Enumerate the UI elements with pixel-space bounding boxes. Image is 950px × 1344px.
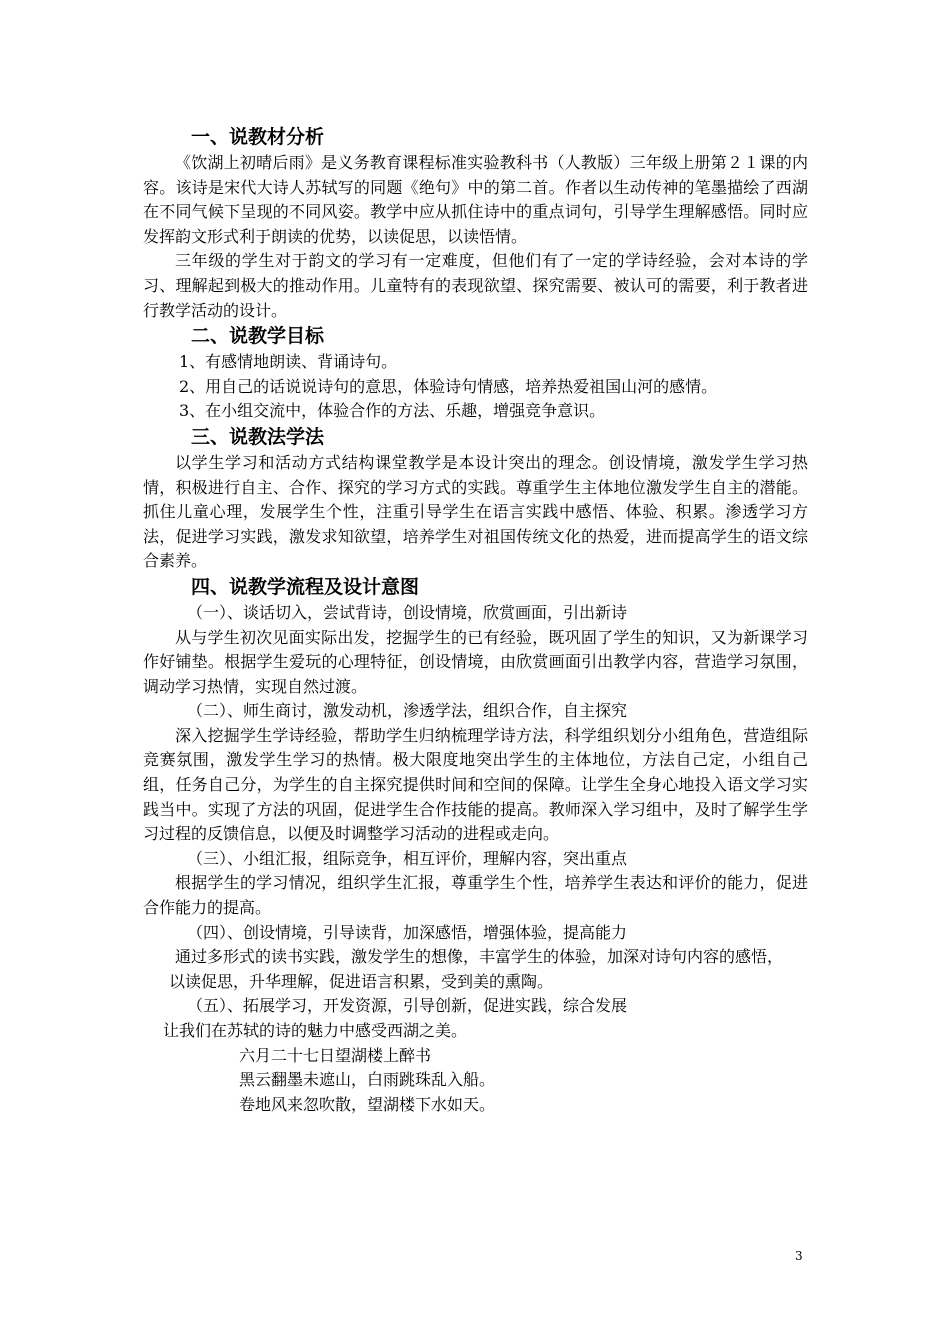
section-heading-2: 二、说教学目标 [191,325,325,348]
objective-item: 3、在小组交流中，体验合作的方法、乐趣，增强竞争意识。 [179,401,606,421]
page-number: 3 [795,1249,803,1263]
step-paragraph-1: 从与学生初次见面实际出发，挖掘学生的已有经验，既巩固了学生的知识，又为新课学习作好铺垫。根据学生爱玩的心理特征，创设情境，由欣赏画面引出教学内容，营造学习氛围，调动学习热情，实现自然过渡。 [143,627,808,696]
poem-line: 卷地风来忽吹散，望湖楼下水如天。 [239,1094,496,1114]
step-paragraph-4: 通过多形式的读书实践，激发学生的想像，丰富学生的体验，加深对诗句内容的感悟， [175,947,784,967]
poem-title: 六月二十七日望湖楼上醉书 [239,1045,432,1065]
step-paragraph-2: 深入挖掘学生学诗经验，帮助学生归纳梳理学诗方法，科学组织划分小组角色，营造组际竞赛氛围，激发学生学习的热情。极大限度地突出学生的主体地位，方法自己定，小组自己组，任务自己分，为学生的自主探究提供时间和空间的保障。让学生全身心地投入语文学习实践当中。实现了方法的巩固，促进学生合作技能的提高。教师深入学习组中，及时了解学生学习过程的反馈信息，以便及时调整学习活动的进程或走向。 [143,725,808,844]
step-paragraph-3: 根据学生的学习情况，组织学生汇报，尊重学生个性，培养学生表达和评价的能力，促进合作能力的提高。 [143,873,808,918]
step-heading-5: （五）、拓展学习，开发资源，引导创新，促进实践，综合发展 [187,996,628,1016]
section-heading-3: 三、说教法学法 [191,425,325,448]
step-paragraph-4b: 以读促思，升华理解，促进语言积累，受到美的熏陶。 [169,971,554,991]
objective-item: 1、有感情地朗读、背诵诗句。 [179,352,398,372]
poem-line: 黑云翻墨未遮山，白雨跳珠乱入船。 [239,1070,496,1090]
step-heading-2: （二）、师生商讨，激发动机，渗透学法，组织合作，自主探究 [187,701,628,721]
section-heading-1: 一、说教材分析 [191,126,325,148]
paragraph-student-analysis: 三年级的学生对于韵文的学习有一定难度，但他们有了一定的学诗经验，会对本诗的学习、理解起到极大的推动作用。儿童特有的表现欲望、探究需要、被认可的需要，利于教者进行教学活动的设计。 [143,251,808,320]
step-paragraph-5: 让我们在苏轼的诗的魅力中感受西湖之美。 [163,1021,468,1040]
step-heading-4: （四）、创设情境，引导读背，加深感悟，增强体验，提高能力 [187,922,628,942]
step-heading-1: （一）、谈话切入，尝试背诗，创设情境，欣赏画面，引出新诗 [187,602,628,622]
paragraph-methods: 以学生学习和活动方式结构课堂教学是本设计突出的理念。创设情境，激发学生学习热情，积极进行自主、合作、探究的学习方式的实践。尊重学生主体地位激发学生自主的潜能。抓住儿童心理，发展学生个性，注重引导学生在语言实践中感悟、体验、积累。渗透学习方法，促进学习实践，激发求知欲望，培养学生对祖国传统文化的热爱，进而提高学生的语文综合素养。 [143,452,808,571]
step-heading-3: （三）、小组汇报，组际竞争，相互评价，理解内容，突出重点 [187,848,628,868]
paragraph-textbook-analysis: 《饮湖上初晴后雨》是义务教育课程标准实验教科书（人教版）三年级上册第２１课的内容。该诗是宋代大诗人苏轼写的同题《绝句》中的第二首。作者以生动传神的笔墨描绘了西湖在不同气候下呈现的不同风姿。教学中应从抓住诗中的重点词句，引导学生理解感悟。同时应发挥韵文形式利于朗读的优势，以读促思，以读悟情。 [143,153,808,246]
section-heading-4: 四、说教学流程及设计意图 [191,575,420,598]
document-body [143,124,808,1117]
objective-item: 2、用自己的话说说诗句的意思，体验诗句情感，培养热爱祖国山河的感情。 [179,376,718,396]
